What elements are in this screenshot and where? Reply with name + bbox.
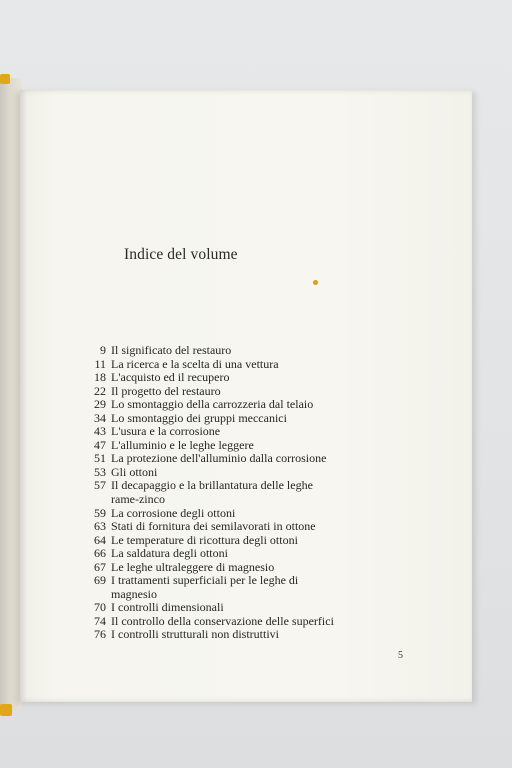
toc-entry xyxy=(82,398,402,412)
toc-entry xyxy=(82,385,402,399)
toc-page-number: 18 xyxy=(94,370,106,385)
toc-entry-title: Le temperature di ricottura degli ottoni xyxy=(111,532,298,547)
toc-page-number: 11 xyxy=(94,356,106,371)
toc-entry-title: Stati di fornitura dei semilavorati in ottone xyxy=(111,519,316,534)
toc-entry-title: La corrosione degli ottoni xyxy=(111,505,236,520)
toc-entry-title: L'alluminio e le leghe leggere xyxy=(111,437,254,452)
table-of-contents xyxy=(82,344,402,642)
toc-entry xyxy=(82,601,402,615)
toc-entry-continuation xyxy=(82,588,402,602)
toc-entry-title: Lo smontaggio della carrozzeria dal telaio xyxy=(111,397,314,412)
toc-entry xyxy=(82,412,402,426)
toc-page-number: 51 xyxy=(94,451,106,466)
toc-entry-title: Il controllo della conservazione delle superfici xyxy=(111,613,334,628)
toc-entry xyxy=(82,520,402,534)
toc-page-number: 22 xyxy=(94,383,106,398)
toc-entry-title: Le leghe ultraleggere di magnesio xyxy=(111,559,275,574)
page-title: Indice del volume xyxy=(124,246,238,263)
toc-entry-title: La ricerca e la scelta di una vettura xyxy=(111,356,279,371)
toc-entry-title: I trattamenti superficiali per le leghe di xyxy=(111,573,299,588)
toc-page-number: 9 xyxy=(100,343,106,357)
toc-entry xyxy=(82,452,402,466)
toc-entry xyxy=(82,479,402,493)
toc-entry xyxy=(82,628,402,642)
toc-page-number: 53 xyxy=(94,464,106,479)
toc-entry-title: Gli ottoni xyxy=(111,464,158,479)
toc-page-number: 63 xyxy=(94,519,106,534)
toc-entry xyxy=(82,344,402,358)
toc-entry-title: I controlli dimensionali xyxy=(111,600,224,615)
toc-entry xyxy=(82,507,402,521)
toc-entry xyxy=(82,466,402,480)
toc-page-number xyxy=(82,493,111,507)
toc-page-number: 69 xyxy=(94,573,106,588)
toc-page-number: 66 xyxy=(94,546,106,561)
toc-entry xyxy=(82,425,402,439)
toc-page-number: 43 xyxy=(94,424,106,439)
toc-entry-continuation xyxy=(82,493,402,507)
toc-entry xyxy=(82,371,402,385)
toc-entry xyxy=(82,561,402,575)
book-page xyxy=(20,90,472,702)
toc-page-number: 57 xyxy=(94,478,106,493)
toc-entry-title: L'acquisto ed il recupero xyxy=(111,370,230,385)
toc-entry-title: rame-zinco xyxy=(111,492,165,507)
ink-spot xyxy=(313,280,318,285)
toc-entry-title: Lo smontaggio dei gruppi meccanici xyxy=(111,410,287,425)
toc-entry-title: Il decapaggio e la brillantatura delle leghe xyxy=(111,478,313,493)
toc-entry-title: L'usura e la corrosione xyxy=(111,424,221,439)
toc-entry xyxy=(82,358,402,372)
toc-entry-title: Il progetto del restauro xyxy=(111,383,221,398)
toc-page-number: 70 xyxy=(94,600,106,615)
toc-entry xyxy=(82,439,402,453)
toc-page-number: 47 xyxy=(94,437,106,452)
toc-page-number: 34 xyxy=(94,410,106,425)
toc-page-number: 64 xyxy=(94,532,106,547)
toc-entry-title: Il significato del restauro xyxy=(111,343,232,357)
page-number: 5 xyxy=(398,650,403,661)
toc-page-number xyxy=(82,588,111,602)
toc-entry xyxy=(82,615,402,629)
toc-page-number: 59 xyxy=(94,505,106,520)
toc-entry xyxy=(82,574,402,588)
toc-entry-title: La saldatura degli ottoni xyxy=(111,546,228,561)
toc-entry xyxy=(82,547,402,561)
toc-entry-title: La protezione dell'alluminio dalla corrosione xyxy=(111,451,327,466)
toc-entry-title: magnesio xyxy=(111,586,157,601)
toc-entry-title: I controlli strutturali non distruttivi xyxy=(111,627,279,642)
toc-page-number: 74 xyxy=(94,613,106,628)
toc-page-number: 67 xyxy=(94,559,106,574)
toc-entry xyxy=(82,534,402,548)
toc-page-number: 76 xyxy=(94,627,106,642)
toc-page-number: 29 xyxy=(94,397,106,412)
